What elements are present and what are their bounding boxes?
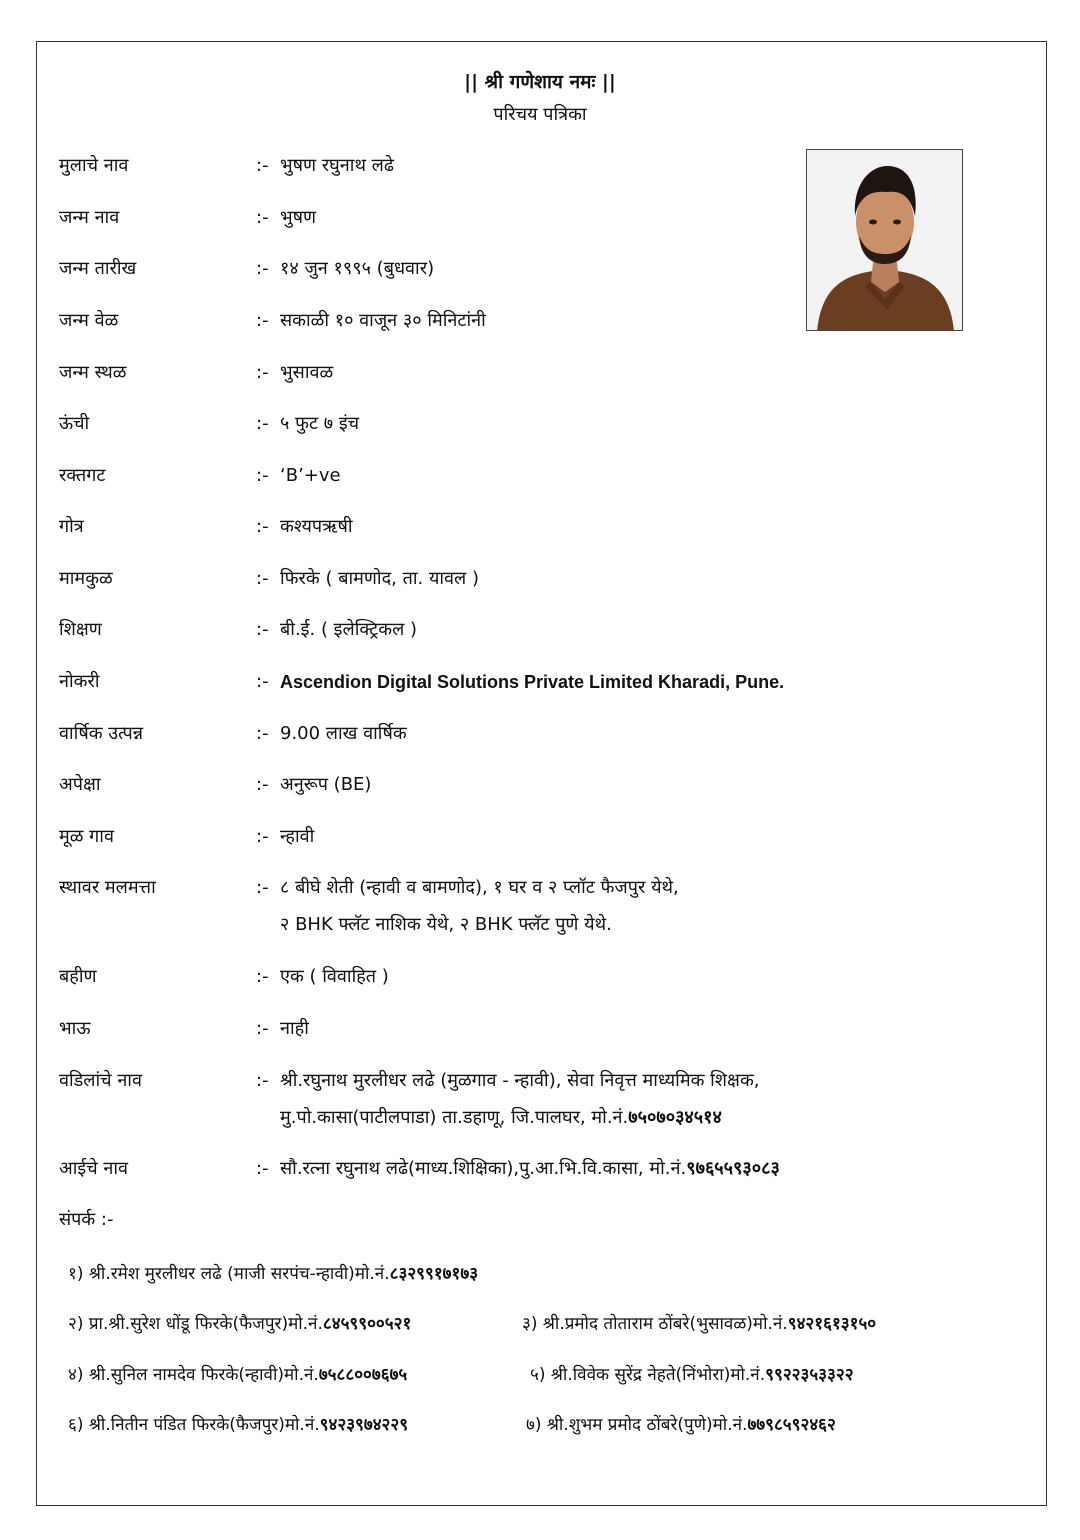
field-separator: :-	[256, 155, 269, 176]
contact-item	[522, 1306, 876, 1342]
contact-phone: ९९२२३५३३२२	[765, 1365, 854, 1385]
father-address-text: मु.पो.कासा(पाटीलपाडा) ता.डहाणू, जि.पालघर, मो.नं.	[280, 1107, 629, 1128]
field-label: आईचे नाव	[59, 1158, 129, 1179]
contact-phone: ८४५९९००५२१	[322, 1314, 412, 1334]
field-separator: :-	[256, 1018, 269, 1039]
field-value: ५ फुट ७ इंच	[280, 413, 360, 434]
field-value: अनुरूप (BE)	[280, 774, 372, 795]
contact-item	[530, 1357, 854, 1393]
contact-name: ६) श्री.नितीन पंडित फिरके(फैजपुर)मो.नं.	[68, 1415, 320, 1435]
field-value: फिरके ( बामणोद, ता. यावल )	[280, 568, 479, 589]
field-separator: :-	[256, 619, 269, 640]
field-value: नाही	[280, 1018, 309, 1039]
contact-name: ३) श्री.प्रमोद तोताराम ठोंबरे(भुसावळ)मो.नं.	[522, 1314, 788, 1334]
field-value: श्री.रघुनाथ मुरलीधर लढे (मुळगाव - न्हावी), सेवा निवृत्त माध्यमिक शिक्षक,	[280, 1070, 760, 1091]
invocation-heading: || श्री गणेशाय नमः ||	[464, 71, 616, 93]
field-separator: :-	[256, 774, 269, 795]
field-separator: :-	[256, 671, 269, 692]
field-label: मुलाचे नाव	[59, 155, 129, 176]
field-separator: :-	[256, 966, 269, 987]
contact-name: ५) श्री.विवेक सुरेंद्र नेहते(निंभोरा)मो.नं.	[530, 1365, 766, 1385]
field-value: Ascendion Digital Solutions Private Limited Kharadi, Pune.	[280, 672, 785, 692]
father-phone-number: ७५०७०३४५१४	[628, 1107, 722, 1128]
mother-details-text: सौ.रत्ना रघुनाथ लढे(माध्य.शिक्षिका),पु.आ.भि.वि.कासा, मो.नं.	[280, 1158, 687, 1179]
contact-phone: ७७९८५९२४६२	[747, 1415, 836, 1435]
field-value: भुषण रघुनाथ लढे	[280, 155, 395, 176]
field-label: जन्म वेळ	[59, 310, 119, 331]
field-value-continued: २ BHK फ्लॅट नाशिक येथे, २ BHK फ्लॅट पुणे येथे.	[280, 914, 612, 935]
field-label: स्थावर मलमत्ता	[59, 877, 156, 898]
field-separator: :-	[256, 310, 269, 331]
field-value: भुसावळ	[280, 362, 334, 383]
contact-item	[526, 1407, 836, 1443]
contact-phone: ९४२३९७४२२९	[319, 1415, 409, 1435]
contact-name: ४) श्री.सुनिल नामदेव फिरके(न्हावी)मो.नं.	[68, 1365, 319, 1385]
field-separator: :-	[256, 516, 269, 537]
field-label: वडिलांचे नाव	[59, 1070, 142, 1091]
field-value: कश्यपऋषी	[280, 516, 353, 537]
field-separator: :-	[256, 362, 269, 383]
field-label: नोकरी	[59, 671, 100, 692]
field-label: अपेक्षा	[59, 774, 101, 795]
field-separator: :-	[256, 413, 269, 434]
field-value: सकाळी १० वाजून ३० मिनिटांनी	[280, 310, 486, 331]
field-label: जन्म नाव	[59, 207, 120, 228]
document-title: परिचय पत्रिका	[493, 104, 587, 125]
field-label: वार्षिक उत्पन्न	[59, 723, 143, 744]
field-value: बी.ई. ( इलेक्ट्रिकल )	[280, 619, 418, 640]
field-label: शिक्षण	[59, 619, 102, 640]
profile-photo	[806, 149, 963, 331]
field-label: जन्म स्थळ	[59, 362, 127, 383]
contact-item	[68, 1256, 478, 1292]
field-value: ८ बीघे शेती (न्हावी व बामणोद), १ घर व २ प्लॉट फैजपुर येथे,	[280, 877, 679, 898]
field-label: मामकुळ	[59, 568, 113, 589]
contact-name: १) श्री.रमेश मुरलीधर लढे (माजी सरपंच-न्हावी)मो.नं.	[68, 1264, 390, 1284]
field-separator: :-	[256, 723, 269, 744]
contact-item	[68, 1407, 408, 1443]
field-separator: :-	[256, 1158, 269, 1179]
field-value: न्हावी	[280, 826, 315, 847]
contact-item	[68, 1357, 407, 1393]
field-value	[280, 1150, 780, 1188]
field-separator: :-	[256, 207, 269, 228]
field-label: रक्तगट	[59, 465, 106, 486]
field-separator: :-	[256, 1070, 269, 1091]
field-value: ‘B’+ve	[280, 465, 341, 486]
contact-item	[68, 1306, 411, 1342]
contacts-heading: संपर्क :-	[59, 1209, 114, 1230]
field-separator: :-	[256, 465, 269, 486]
field-separator: :-	[256, 877, 269, 898]
portrait-photo-icon	[807, 150, 963, 331]
field-value-continued	[280, 1099, 722, 1137]
field-label: गोत्र	[59, 516, 84, 537]
contact-phone: ९४२१६१३१५०	[787, 1314, 877, 1334]
contact-phone: ८३२९९१७१७३	[389, 1264, 479, 1284]
field-label: जन्म तारीख	[59, 258, 137, 279]
contact-name: ७) श्री.शुभम प्रमोद ठोंबरे(पुणे)मो.नं.	[526, 1415, 748, 1435]
field-label: मूळ गाव	[59, 826, 114, 847]
field-separator: :-	[256, 258, 269, 279]
field-label: बहीण	[59, 966, 97, 987]
contact-name: २) प्रा.श्री.सुरेश धोंडू फिरके(फैजपुर)मो.नं.	[68, 1314, 323, 1334]
field-value: १४ जुन १९९५ (बुधवार)	[280, 258, 435, 279]
field-label: भाऊ	[59, 1018, 91, 1039]
contact-phone: ७५८८००७६७५	[318, 1365, 408, 1385]
field-label: ऊंची	[59, 413, 90, 434]
field-value: 9.00 लाख वार्षिक	[280, 723, 407, 744]
field-separator: :-	[256, 568, 269, 589]
field-separator: :-	[256, 826, 269, 847]
mother-phone-number: ९७६५५९३०८३	[686, 1158, 780, 1179]
field-value: एक ( विवाहित )	[280, 966, 389, 987]
field-value: भुषण	[280, 207, 317, 228]
